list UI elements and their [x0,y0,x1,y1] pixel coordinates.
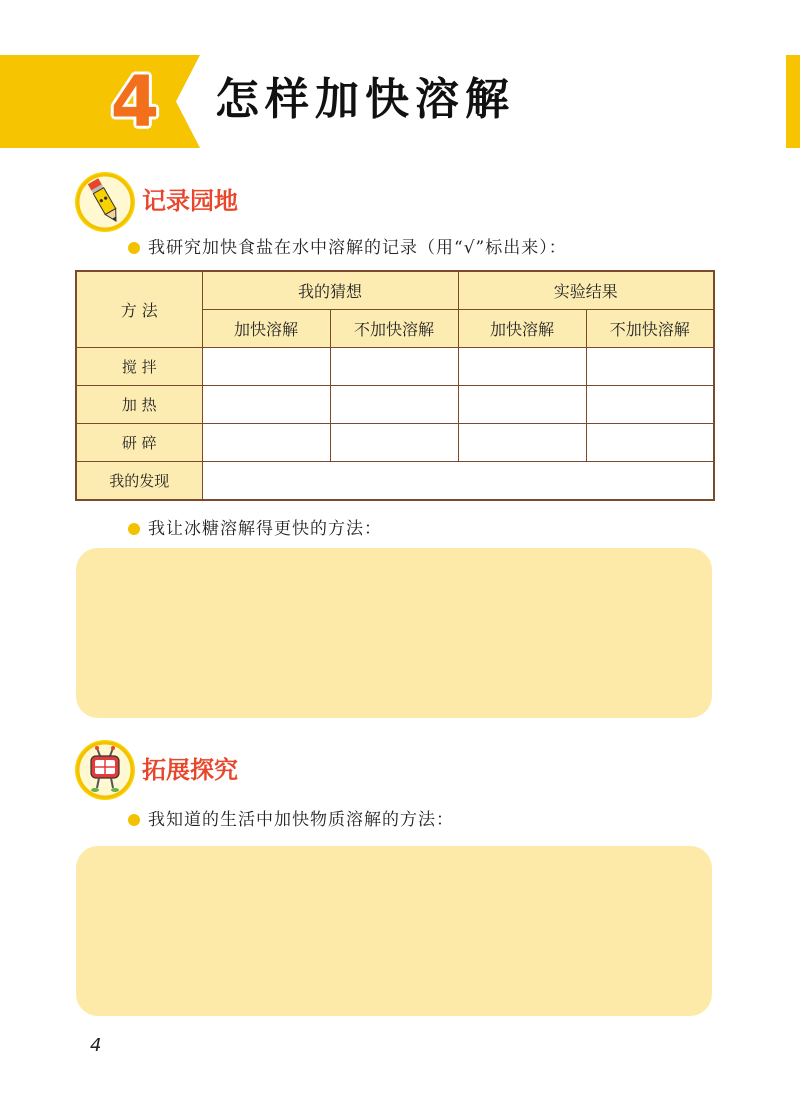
answer-cell[interactable] [586,424,714,462]
answer-cell[interactable] [458,424,586,462]
answer-cell[interactable] [586,348,714,386]
rock-sugar-prompt-text: 我让冰糖溶解得更快的方法： [148,519,382,539]
finding-label: 我的发现 [76,462,202,501]
result-header: 实验结果 [458,271,714,310]
pencil-icon [75,172,135,232]
rock-sugar-prompt [128,517,382,541]
answer-cell[interactable] [202,424,330,462]
row-label-heat: 加 热 [76,386,202,424]
sub-header: 不加快溶解 [330,310,458,348]
row-label-grind: 研 碎 [76,424,202,462]
section-title-record: 记录园地 [142,187,238,215]
answer-cell[interactable] [202,386,330,424]
chapter-number: 4 [110,61,160,143]
answer-cell[interactable] [330,348,458,386]
rock-sugar-answer-box[interactable] [76,548,712,718]
life-methods-prompt-text: 我知道的生活中加快物质溶解的方法： [148,810,454,830]
record-table [75,270,715,501]
record-prompt [128,236,567,260]
life-methods-prompt [128,808,454,832]
section-title-explore: 拓展探究 [142,756,238,784]
bullet-dot [128,242,140,254]
record-prompt-text: 我研究加快食盐在水中溶解的记录（用“√”标出来）： [148,238,567,258]
sub-header: 加快溶解 [458,310,586,348]
life-methods-answer-box[interactable] [76,846,712,1016]
finding-cell[interactable] [202,462,714,501]
robot-icon [75,740,135,800]
answer-cell[interactable] [330,386,458,424]
header-band-right [786,55,800,148]
answer-cell[interactable] [458,348,586,386]
sub-header: 加快溶解 [202,310,330,348]
bullet-dot [128,814,140,826]
answer-cell[interactable] [202,348,330,386]
page-number: 4 [90,1035,102,1056]
answer-cell[interactable] [330,424,458,462]
answer-cell[interactable] [458,386,586,424]
bullet-dot [128,523,140,535]
row-label-stir: 搅 拌 [76,348,202,386]
answer-cell[interactable] [586,386,714,424]
page-title: 怎样加快溶解 [215,74,515,125]
method-header: 方 法 [76,271,202,348]
guess-header: 我的猜想 [202,271,458,310]
sub-header: 不加快溶解 [586,310,714,348]
header-band [0,55,200,148]
